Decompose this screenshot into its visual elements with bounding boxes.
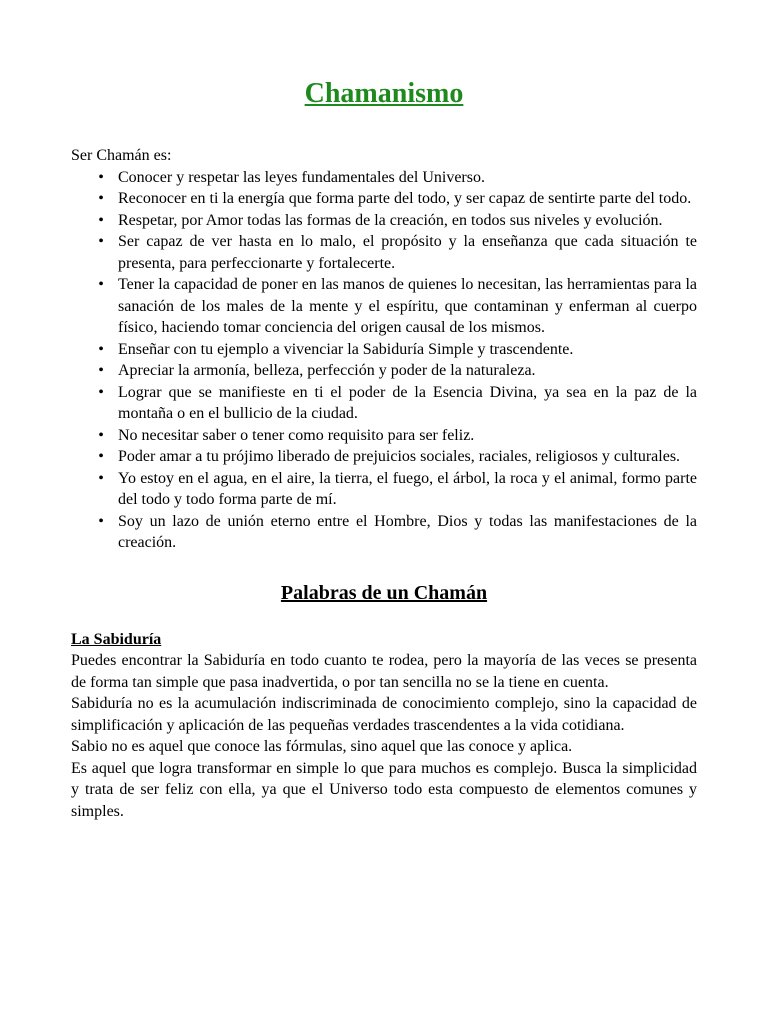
- list-item-text: Reconocer en ti la energía que forma parte del todo, y ser capaz de sentirte parte del todo.: [118, 190, 692, 207]
- bullet-icon: •: [98, 233, 104, 250]
- list-item: [71, 339, 697, 361]
- list-item: [71, 188, 697, 210]
- list-item-text: Poder amar a tu prójimo liberado de prejuicios sociales, raciales, religiosos y culturales.: [118, 448, 681, 465]
- bullet-list: [71, 167, 697, 554]
- paragraph: Es aquel que logra transformar en simple lo que para muchos es complejo. Busca la simplicidad y trata de ser feliz con ella, ya que el Universo todo esta compuesto de elementos comunes y simples.: [71, 759, 697, 820]
- intro-text: Ser Chamán es:: [71, 147, 172, 164]
- bullet-icon: •: [98, 168, 104, 186]
- list-item-text: No necesitar saber o tener como requisito para ser feliz.: [118, 426, 475, 444]
- list-item-text: Enseñar con tu ejemplo a vivenciar la Sabiduría Simple y trascendente.: [118, 340, 574, 358]
- list-item: [71, 468, 697, 511]
- bullet-icon: •: [98, 448, 104, 465]
- paragraph: Sabiduría no es la acumulación indiscriminada de conocimiento complejo, sino la capacidad de simplificación y aplicación de las pequeñas verdades trascendentes a la vida cotidiana.: [71, 695, 697, 734]
- list-item: [71, 360, 697, 382]
- list-item: [71, 382, 697, 425]
- bullet-icon: •: [98, 383, 104, 401]
- list-item: [71, 231, 697, 274]
- list-item: [71, 274, 697, 339]
- bullet-icon: •: [98, 340, 104, 358]
- list-item: [71, 425, 697, 447]
- list-item-text: Ser capaz de ver hasta en lo malo, el propósito y la enseñanza que cada situación te presenta, para perfeccionarte y fortalecerte.: [118, 233, 697, 272]
- list-item-text: Yo estoy en el agua, en el aire, la tierra, el fuego, el árbol, la roca y el animal, formo parte del todo y todo forma parte de mí.: [118, 469, 697, 508]
- bullet-icon: •: [98, 211, 104, 229]
- bullet-icon: •: [98, 276, 104, 293]
- bullet-icon: •: [98, 512, 104, 530]
- paragraph: Sabio no es aquel que conoce las fórmulas, sino aquel que las conoce y aplica.: [71, 738, 573, 755]
- paragraph: Puedes encontrar la Sabiduría en todo cuanto te rodea, pero la mayoría de las veces se presenta de forma tan simple que pasa inadvertida, o por tan sencilla no se la tiene en cuenta.: [71, 652, 697, 691]
- list-item-text: Lograr que se manifieste en ti el poder de la Esencia Divina, ya sea en la paz de la montaña o en el bullicio de la ciudad.: [118, 383, 697, 422]
- section-title: Palabras de un Chamán: [280, 581, 488, 604]
- bullet-icon: •: [98, 469, 104, 487]
- bullet-icon: •: [98, 190, 104, 207]
- list-item-text: Soy un lazo de unión eterno entre el Hombre, Dios y todas las manifestaciones de la creación.: [118, 512, 697, 551]
- list-item: [71, 210, 697, 232]
- list-item-text: Conocer y respetar las leyes fundamentales del Universo.: [118, 168, 485, 186]
- document-title: Chamanismo: [304, 78, 464, 109]
- list-item: [71, 446, 697, 468]
- bullet-icon: •: [98, 426, 104, 444]
- subsection-title: La Sabiduría: [71, 630, 162, 648]
- document-page: [71, 76, 697, 822]
- bullet-icon: •: [98, 362, 104, 379]
- list-item-text: Tener la capacidad de poner en las manos de quienes lo necesitan, las herramientas para la sanación de los males de la mente y el espíritu, que contaminan y enferman al cuerpo físico, haciendo tomar conciencia del origen causal de los mismos.: [118, 276, 697, 336]
- list-item: [71, 511, 697, 554]
- list-item-text: Respetar, por Amor todas las formas de la creación, en todos sus niveles y evolución.: [118, 211, 663, 229]
- list-item: [71, 167, 697, 189]
- list-item-text: Apreciar la armonía, belleza, perfección y poder de la naturaleza.: [118, 362, 536, 379]
